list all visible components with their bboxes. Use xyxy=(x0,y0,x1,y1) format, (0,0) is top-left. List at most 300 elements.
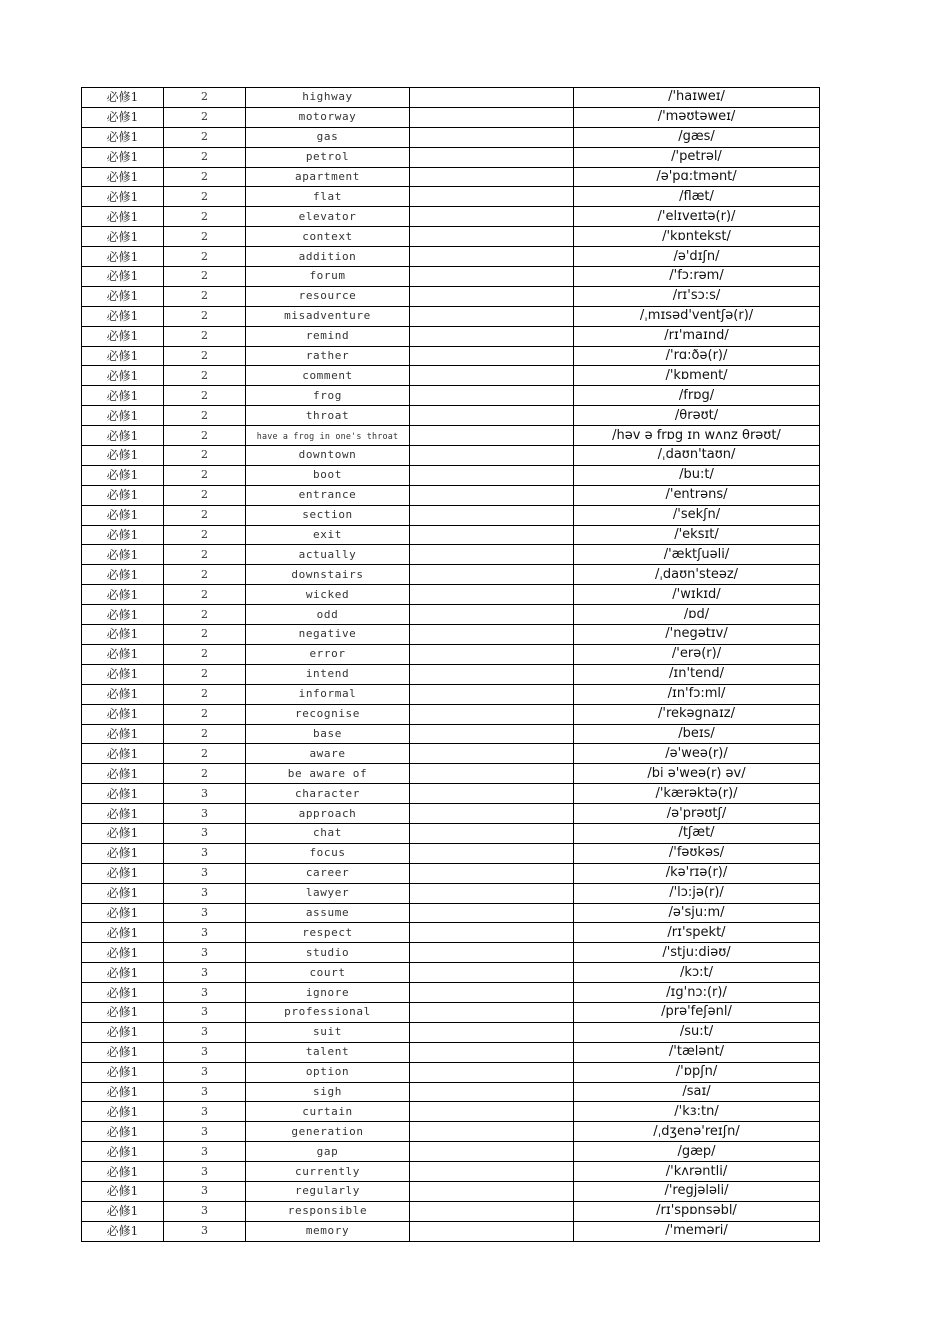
phonetic-cell: /rɪ'spɒnsəbl/ xyxy=(574,1201,820,1221)
word-cell: throat xyxy=(246,406,410,426)
unit-cell: 2 xyxy=(164,625,246,645)
unit-cell: 3 xyxy=(164,1142,246,1162)
table-row xyxy=(82,744,820,764)
phonetic-cell: /'fɔ:rəm/ xyxy=(574,267,820,287)
phonetic-cell: /saɪ/ xyxy=(574,1082,820,1102)
meaning-cell xyxy=(410,823,574,843)
unit-cell: 2 xyxy=(164,664,246,684)
word-cell: character xyxy=(246,784,410,804)
phonetic-cell: /ə'weə(r)/ xyxy=(574,744,820,764)
word-cell: recognise xyxy=(246,704,410,724)
word-cell: odd xyxy=(246,605,410,625)
table-row xyxy=(82,843,820,863)
phonetic-cell: /'elɪveɪtə(r)/ xyxy=(574,207,820,227)
textbook-cell: 必修1 xyxy=(82,1022,164,1042)
textbook-cell: 必修1 xyxy=(82,585,164,605)
table-row xyxy=(82,545,820,565)
table-row xyxy=(82,1142,820,1162)
textbook-cell: 必修1 xyxy=(82,943,164,963)
phonetic-cell: /'kɜ:tn/ xyxy=(574,1102,820,1122)
textbook-cell: 必修1 xyxy=(82,784,164,804)
word-cell: approach xyxy=(246,804,410,824)
unit-cell: 3 xyxy=(164,1022,246,1042)
table-row xyxy=(82,187,820,207)
table-row xyxy=(82,88,820,108)
unit-cell: 2 xyxy=(164,585,246,605)
textbook-cell: 必修1 xyxy=(82,565,164,585)
word-cell: petrol xyxy=(246,147,410,167)
phonetic-cell: /su:t/ xyxy=(574,1022,820,1042)
textbook-cell: 必修1 xyxy=(82,963,164,983)
table-row xyxy=(82,1002,820,1022)
unit-cell: 2 xyxy=(164,465,246,485)
meaning-cell xyxy=(410,764,574,784)
textbook-cell: 必修1 xyxy=(82,1082,164,1102)
textbook-cell: 必修1 xyxy=(82,923,164,943)
textbook-cell: 必修1 xyxy=(82,823,164,843)
phonetic-cell: /prə'feʃənl/ xyxy=(574,1002,820,1022)
phonetic-cell: /'məʊtəweɪ/ xyxy=(574,107,820,127)
word-cell: negative xyxy=(246,625,410,645)
unit-cell: 3 xyxy=(164,1002,246,1022)
unit-cell: 2 xyxy=(164,207,246,227)
word-cell: section xyxy=(246,505,410,525)
word-cell: respect xyxy=(246,923,410,943)
meaning-cell xyxy=(410,147,574,167)
textbook-cell: 必修1 xyxy=(82,545,164,565)
unit-cell: 2 xyxy=(164,306,246,326)
unit-cell: 3 xyxy=(164,983,246,1003)
meaning-cell xyxy=(410,485,574,505)
meaning-cell xyxy=(410,1022,574,1042)
unit-cell: 3 xyxy=(164,1221,246,1241)
phonetic-cell: /'rekəgnaɪz/ xyxy=(574,704,820,724)
table-row xyxy=(82,903,820,923)
phonetic-cell: /'haɪweɪ/ xyxy=(574,88,820,108)
textbook-cell: 必修1 xyxy=(82,1122,164,1142)
phonetic-cell: /ˌdaʊn'taʊn/ xyxy=(574,446,820,466)
phonetic-cell: /'kærəktə(r)/ xyxy=(574,784,820,804)
textbook-cell: 必修1 xyxy=(82,1221,164,1241)
table-row xyxy=(82,823,820,843)
unit-cell: 2 xyxy=(164,187,246,207)
phonetic-cell: /'wɪkɪd/ xyxy=(574,585,820,605)
table-row xyxy=(82,127,820,147)
unit-cell: 3 xyxy=(164,883,246,903)
table-row xyxy=(82,107,820,127)
word-cell: highway xyxy=(246,88,410,108)
meaning-cell xyxy=(410,724,574,744)
unit-cell: 3 xyxy=(164,1042,246,1062)
phonetic-cell: /'negətɪv/ xyxy=(574,625,820,645)
phonetic-cell: /'fəʊkəs/ xyxy=(574,843,820,863)
unit-cell: 2 xyxy=(164,684,246,704)
phonetic-cell: /'regjələli/ xyxy=(574,1181,820,1201)
meaning-cell xyxy=(410,664,574,684)
word-cell: ignore xyxy=(246,983,410,1003)
table-row xyxy=(82,207,820,227)
word-cell: downstairs xyxy=(246,565,410,585)
table-row xyxy=(82,406,820,426)
word-cell: boot xyxy=(246,465,410,485)
phonetic-cell: /rɪ'sɔ:s/ xyxy=(574,286,820,306)
textbook-cell: 必修1 xyxy=(82,326,164,346)
phonetic-cell: /frɒg/ xyxy=(574,386,820,406)
table-row xyxy=(82,1122,820,1142)
textbook-cell: 必修1 xyxy=(82,1181,164,1201)
meaning-cell xyxy=(410,1221,574,1241)
textbook-cell: 必修1 xyxy=(82,88,164,108)
unit-cell: 2 xyxy=(164,227,246,247)
unit-cell: 2 xyxy=(164,525,246,545)
textbook-cell: 必修1 xyxy=(82,883,164,903)
word-cell: have a frog in one's throat xyxy=(246,426,410,446)
meaning-cell xyxy=(410,525,574,545)
meaning-cell xyxy=(410,1181,574,1201)
phonetic-cell: /'kɒntekst/ xyxy=(574,227,820,247)
meaning-cell xyxy=(410,863,574,883)
table-row xyxy=(82,446,820,466)
phonetic-cell: /'kʌrəntli/ xyxy=(574,1162,820,1182)
unit-cell: 3 xyxy=(164,1082,246,1102)
unit-cell: 3 xyxy=(164,843,246,863)
meaning-cell xyxy=(410,346,574,366)
meaning-cell xyxy=(410,704,574,724)
meaning-cell xyxy=(410,1082,574,1102)
word-cell: base xyxy=(246,724,410,744)
phonetic-cell: /'rɑ:ðə(r)/ xyxy=(574,346,820,366)
unit-cell: 2 xyxy=(164,744,246,764)
unit-cell: 3 xyxy=(164,863,246,883)
phonetic-cell: /həv ə frɒg ɪn wʌnz θrəʊt/ xyxy=(574,426,820,446)
word-cell: downtown xyxy=(246,446,410,466)
meaning-cell xyxy=(410,943,574,963)
phonetic-cell: /'æktʃuəli/ xyxy=(574,545,820,565)
meaning-cell xyxy=(410,286,574,306)
phonetic-cell: /beɪs/ xyxy=(574,724,820,744)
phonetic-cell: /ə'sju:m/ xyxy=(574,903,820,923)
word-cell: gap xyxy=(246,1142,410,1162)
table-row xyxy=(82,1221,820,1241)
textbook-cell: 必修1 xyxy=(82,863,164,883)
table-row xyxy=(82,764,820,784)
word-cell: rather xyxy=(246,346,410,366)
meaning-cell xyxy=(410,1062,574,1082)
table-row xyxy=(82,326,820,346)
meaning-cell xyxy=(410,843,574,863)
word-cell: actually xyxy=(246,545,410,565)
meaning-cell xyxy=(410,107,574,127)
meaning-cell xyxy=(410,1162,574,1182)
phonetic-cell: /gæs/ xyxy=(574,127,820,147)
textbook-cell: 必修1 xyxy=(82,1201,164,1221)
table-row xyxy=(82,565,820,585)
phonetic-cell: /'petrəl/ xyxy=(574,147,820,167)
textbook-cell: 必修1 xyxy=(82,187,164,207)
meaning-cell xyxy=(410,187,574,207)
word-cell: resource xyxy=(246,286,410,306)
unit-cell: 2 xyxy=(164,485,246,505)
meaning-cell xyxy=(410,1102,574,1122)
unit-cell: 3 xyxy=(164,784,246,804)
unit-cell: 2 xyxy=(164,167,246,187)
table-row xyxy=(82,306,820,326)
meaning-cell xyxy=(410,883,574,903)
table-row xyxy=(82,923,820,943)
word-cell: aware xyxy=(246,744,410,764)
table-row xyxy=(82,804,820,824)
word-cell: focus xyxy=(246,843,410,863)
table-row xyxy=(82,585,820,605)
meaning-cell xyxy=(410,784,574,804)
word-cell: memory xyxy=(246,1221,410,1241)
table-row xyxy=(82,883,820,903)
meaning-cell xyxy=(410,625,574,645)
phonetic-cell: /'sekʃn/ xyxy=(574,505,820,525)
word-cell: sigh xyxy=(246,1082,410,1102)
table-row xyxy=(82,1082,820,1102)
meaning-cell xyxy=(410,923,574,943)
table-row xyxy=(82,485,820,505)
meaning-cell xyxy=(410,227,574,247)
phonetic-cell: /'entrəns/ xyxy=(574,485,820,505)
word-cell: regularly xyxy=(246,1181,410,1201)
textbook-cell: 必修1 xyxy=(82,644,164,664)
textbook-cell: 必修1 xyxy=(82,207,164,227)
word-cell: exit xyxy=(246,525,410,545)
meaning-cell xyxy=(410,366,574,386)
unit-cell: 2 xyxy=(164,267,246,287)
phonetic-cell: /'erə(r)/ xyxy=(574,644,820,664)
table-row xyxy=(82,644,820,664)
textbook-cell: 必修1 xyxy=(82,684,164,704)
phonetic-cell: /bu:t/ xyxy=(574,465,820,485)
table-row xyxy=(82,943,820,963)
word-cell: addition xyxy=(246,247,410,267)
meaning-cell xyxy=(410,247,574,267)
unit-cell: 2 xyxy=(164,326,246,346)
meaning-cell xyxy=(410,505,574,525)
textbook-cell: 必修1 xyxy=(82,664,164,684)
word-cell: option xyxy=(246,1062,410,1082)
word-cell: generation xyxy=(246,1122,410,1142)
textbook-cell: 必修1 xyxy=(82,525,164,545)
word-cell: misadventure xyxy=(246,306,410,326)
unit-cell: 3 xyxy=(164,963,246,983)
meaning-cell xyxy=(410,684,574,704)
word-cell: suit xyxy=(246,1022,410,1042)
word-cell: studio xyxy=(246,943,410,963)
unit-cell: 3 xyxy=(164,1201,246,1221)
phonetic-cell: /'kɒment/ xyxy=(574,366,820,386)
phonetic-cell: /ə'prəʊtʃ/ xyxy=(574,804,820,824)
unit-cell: 2 xyxy=(164,446,246,466)
textbook-cell: 必修1 xyxy=(82,127,164,147)
textbook-cell: 必修1 xyxy=(82,625,164,645)
word-cell: chat xyxy=(246,823,410,843)
phonetic-cell: /bi ə'weə(r) əv/ xyxy=(574,764,820,784)
textbook-cell: 必修1 xyxy=(82,1002,164,1022)
meaning-cell xyxy=(410,1042,574,1062)
table-row xyxy=(82,704,820,724)
meaning-cell xyxy=(410,644,574,664)
word-cell: error xyxy=(246,644,410,664)
unit-cell: 2 xyxy=(164,426,246,446)
unit-cell: 3 xyxy=(164,1102,246,1122)
meaning-cell xyxy=(410,983,574,1003)
meaning-cell xyxy=(410,386,574,406)
phonetic-cell: /'tælənt/ xyxy=(574,1042,820,1062)
textbook-cell: 必修1 xyxy=(82,843,164,863)
meaning-cell xyxy=(410,406,574,426)
meaning-cell xyxy=(410,744,574,764)
meaning-cell xyxy=(410,565,574,585)
phonetic-cell: /ˌdʒenə'reɪʃn/ xyxy=(574,1122,820,1142)
table-row xyxy=(82,386,820,406)
table-row xyxy=(82,963,820,983)
word-cell: intend xyxy=(246,664,410,684)
meaning-cell xyxy=(410,88,574,108)
word-cell: elevator xyxy=(246,207,410,227)
table-row xyxy=(82,1022,820,1042)
meaning-cell xyxy=(410,267,574,287)
table-row xyxy=(82,167,820,187)
textbook-cell: 必修1 xyxy=(82,386,164,406)
table-row xyxy=(82,267,820,287)
table-row xyxy=(82,227,820,247)
unit-cell: 2 xyxy=(164,366,246,386)
unit-cell: 2 xyxy=(164,505,246,525)
unit-cell: 2 xyxy=(164,406,246,426)
word-cell: career xyxy=(246,863,410,883)
unit-cell: 2 xyxy=(164,346,246,366)
textbook-cell: 必修1 xyxy=(82,107,164,127)
phonetic-cell: /'lɔ:jə(r)/ xyxy=(574,883,820,903)
textbook-cell: 必修1 xyxy=(82,465,164,485)
table-row xyxy=(82,684,820,704)
textbook-cell: 必修1 xyxy=(82,406,164,426)
word-cell: be aware of xyxy=(246,764,410,784)
textbook-cell: 必修1 xyxy=(82,485,164,505)
unit-cell: 2 xyxy=(164,724,246,744)
phonetic-cell: /'stju:diəʊ/ xyxy=(574,943,820,963)
textbook-cell: 必修1 xyxy=(82,147,164,167)
word-cell: currently xyxy=(246,1162,410,1182)
word-cell: entrance xyxy=(246,485,410,505)
meaning-cell xyxy=(410,167,574,187)
table-row xyxy=(82,426,820,446)
phonetic-cell: /gæp/ xyxy=(574,1142,820,1162)
textbook-cell: 必修1 xyxy=(82,724,164,744)
meaning-cell xyxy=(410,545,574,565)
word-cell: court xyxy=(246,963,410,983)
table-row xyxy=(82,247,820,267)
word-cell: motorway xyxy=(246,107,410,127)
textbook-cell: 必修1 xyxy=(82,1042,164,1062)
meaning-cell xyxy=(410,326,574,346)
word-cell: flat xyxy=(246,187,410,207)
meaning-cell xyxy=(410,465,574,485)
unit-cell: 3 xyxy=(164,923,246,943)
textbook-cell: 必修1 xyxy=(82,426,164,446)
phonetic-cell: /ˌdaʊn'steəz/ xyxy=(574,565,820,585)
phonetic-cell: /flæt/ xyxy=(574,187,820,207)
unit-cell: 2 xyxy=(164,247,246,267)
unit-cell: 2 xyxy=(164,286,246,306)
textbook-cell: 必修1 xyxy=(82,286,164,306)
textbook-cell: 必修1 xyxy=(82,446,164,466)
meaning-cell xyxy=(410,585,574,605)
table-row xyxy=(82,465,820,485)
unit-cell: 2 xyxy=(164,127,246,147)
table-row xyxy=(82,147,820,167)
textbook-cell: 必修1 xyxy=(82,346,164,366)
phonetic-cell: /rɪ'spekt/ xyxy=(574,923,820,943)
unit-cell: 3 xyxy=(164,823,246,843)
unit-cell: 2 xyxy=(164,605,246,625)
word-cell: wicked xyxy=(246,585,410,605)
textbook-cell: 必修1 xyxy=(82,744,164,764)
table-row xyxy=(82,346,820,366)
table-row xyxy=(82,1042,820,1062)
textbook-cell: 必修1 xyxy=(82,227,164,247)
table-row xyxy=(82,784,820,804)
textbook-cell: 必修1 xyxy=(82,1142,164,1162)
unit-cell: 2 xyxy=(164,147,246,167)
word-cell: curtain xyxy=(246,1102,410,1122)
textbook-cell: 必修1 xyxy=(82,1062,164,1082)
phonetic-cell: /kə'rɪə(r)/ xyxy=(574,863,820,883)
word-cell: gas xyxy=(246,127,410,147)
word-cell: apartment xyxy=(246,167,410,187)
meaning-cell xyxy=(410,1142,574,1162)
textbook-cell: 必修1 xyxy=(82,306,164,326)
meaning-cell xyxy=(410,207,574,227)
unit-cell: 3 xyxy=(164,943,246,963)
phonetic-cell: /ɪg'nɔ:(r)/ xyxy=(574,983,820,1003)
meaning-cell xyxy=(410,1201,574,1221)
meaning-cell xyxy=(410,426,574,446)
table-row xyxy=(82,1201,820,1221)
word-cell: remind xyxy=(246,326,410,346)
unit-cell: 2 xyxy=(164,565,246,585)
phonetic-cell: /ˌmɪsəd'ventʃə(r)/ xyxy=(574,306,820,326)
phonetic-cell: /ɒd/ xyxy=(574,605,820,625)
textbook-cell: 必修1 xyxy=(82,247,164,267)
meaning-cell xyxy=(410,127,574,147)
unit-cell: 2 xyxy=(164,764,246,784)
phonetic-cell: /'eksɪt/ xyxy=(574,525,820,545)
phonetic-cell: /'ɒpʃn/ xyxy=(574,1062,820,1082)
unit-cell: 3 xyxy=(164,804,246,824)
table-row xyxy=(82,1062,820,1082)
textbook-cell: 必修1 xyxy=(82,983,164,1003)
word-cell: professional xyxy=(246,1002,410,1022)
meaning-cell xyxy=(410,446,574,466)
meaning-cell xyxy=(410,605,574,625)
table-row xyxy=(82,605,820,625)
table-row xyxy=(82,525,820,545)
unit-cell: 3 xyxy=(164,1122,246,1142)
meaning-cell xyxy=(410,1002,574,1022)
textbook-cell: 必修1 xyxy=(82,903,164,923)
table-row xyxy=(82,1162,820,1182)
unit-cell: 3 xyxy=(164,1181,246,1201)
textbook-cell: 必修1 xyxy=(82,1102,164,1122)
unit-cell: 2 xyxy=(164,386,246,406)
phonetic-cell: /ə'dɪʃn/ xyxy=(574,247,820,267)
phonetic-cell: /rɪ'maɪnd/ xyxy=(574,326,820,346)
